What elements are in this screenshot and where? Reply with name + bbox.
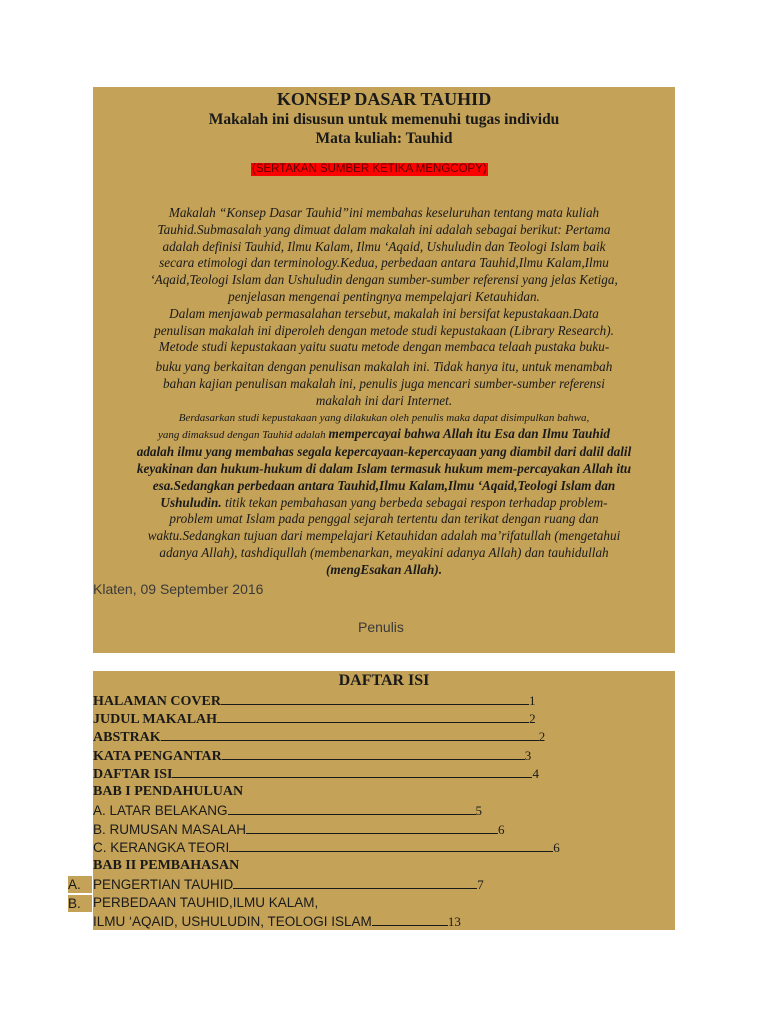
abstract-line: bahan kajian penulisan makalah ini, penulis juga mencari sumber-sumber referensi xyxy=(163,375,605,391)
table-of-contents xyxy=(93,671,675,930)
author-label: Penulis xyxy=(358,619,404,635)
toc-title: DAFTAR ISI xyxy=(338,672,430,689)
toc-entry-label: B. RUMUSAN MASALAH xyxy=(93,822,247,837)
abstract-fragment: esa.Sedangkan perbedaan antara Tauhid,Ilmu Kalam,Ilmu ‘Aqaid,Teologi Islam dan xyxy=(152,477,616,493)
toc-entry-page: 6 xyxy=(498,822,505,837)
abstract-line xyxy=(93,478,675,495)
document-title: KONSEP DASAR TAUHID xyxy=(276,89,492,109)
abstract-line: Makalah “Konsep Dasar Tauhid”ini membahas keseluruhan tentang mata kuliah xyxy=(168,205,600,220)
abstract-fragment: Ushuludin. xyxy=(160,494,222,510)
abstract-line: Tauhid.Submasalah yang dimuat dalam makalah ini adalah sebagai berikut: Pertama xyxy=(157,221,611,237)
toc-entry xyxy=(93,764,539,782)
signing-date: Klaten, 09 September 2016 xyxy=(93,581,264,597)
toc-chapter-heading xyxy=(93,783,243,801)
toc-leader xyxy=(161,727,539,741)
toc-entry-page: 2 xyxy=(538,729,546,744)
toc-leader xyxy=(372,912,448,926)
abstract-fragment: titik tekan pembahasan yang berbeda sebagai respon terhadap problem- xyxy=(221,494,608,510)
toc-entry xyxy=(93,709,536,727)
abstract-fragment: yang dimaksud dengan Tauhid adalah xyxy=(158,429,329,442)
toc-leader xyxy=(222,746,525,760)
toc-entry-page: 5 xyxy=(475,803,483,818)
toc-chapter-heading xyxy=(93,857,239,875)
toc-entry xyxy=(93,838,560,856)
toc-entry-page: 6 xyxy=(553,840,560,855)
abstract-line xyxy=(93,461,675,478)
toc-leader xyxy=(233,875,477,889)
toc-entry-page: 3 xyxy=(524,748,532,763)
toc-entry-label: HALAMAN COVER xyxy=(93,694,221,709)
course-name: Mata kuliah: Tauhid xyxy=(315,130,453,147)
toc-leader xyxy=(246,820,498,834)
toc-entry-page: 13 xyxy=(447,914,461,929)
toc-entry-label: PERBEDAAN TAUHID,ILMU KALAM, xyxy=(93,895,319,910)
abstract-line: adanya Allah), tashdiqullah (membenarkan, meyakini adanya Allah) dan tauhidullah xyxy=(159,544,609,560)
toc-entry xyxy=(93,691,535,709)
abstract-fragment: (mengEsakan Allah). xyxy=(325,561,443,577)
abstract-line: buku yang berkaitan dengan penulisan makalah ini. Tidak hanya itu, untuk menambah xyxy=(155,359,613,375)
toc-leader xyxy=(172,764,532,778)
copy-warning-banner: (SERTAKAN SUMBER KETIKA MENGCOPY) xyxy=(252,163,487,175)
abstract-line: problem umat Islam pada penggal sejarah tertentu dan terikat dengan ruang dan xyxy=(169,511,599,527)
toc-entry-label: ABSTRAK xyxy=(93,730,161,745)
toc-entry-page: 7 xyxy=(477,877,484,892)
abstract-line: waktu.Sedangkan tujuan dari mempelajari Ketauhidan adalah ma’rifatullah (mengetahui xyxy=(147,528,621,544)
abstract-line: Dalam menjawab permasalahan tersebut, makalah ini bersifat kepustakaan.Data xyxy=(169,305,599,321)
abstract-line: Berdasarkan studi kepustakaan yang dilakukan oleh penulis maka dapat disimpulkan bahwa, xyxy=(178,411,590,424)
toc-leader xyxy=(228,801,476,815)
toc-entry xyxy=(93,875,484,893)
toc-entry-label: DAFTAR ISI xyxy=(93,767,173,782)
toc-entry xyxy=(93,727,545,745)
abstract-fragment: adalah ilmu yang membahas segala kepercayaan-kepercayaan yang diambil dari dalil dalil xyxy=(136,444,632,460)
list-marker-b: B. xyxy=(68,895,92,912)
cover-abstract-section xyxy=(93,87,675,653)
abstract-line: makalah ini dari Internet. xyxy=(315,392,453,408)
abstract-line xyxy=(93,562,675,579)
toc-leader xyxy=(229,838,553,852)
toc-entry-line xyxy=(93,894,318,912)
toc-chapter-label: BAB I PENDAHULUAN xyxy=(93,784,244,799)
list-marker-a: A. xyxy=(68,876,92,893)
toc-entry-page: 1 xyxy=(528,693,536,708)
toc-entry xyxy=(93,746,531,764)
abstract-line: secara etimologi dan terminology.Kedua, perbedaan antara Tauhid,Ilmu Kalam,Ilmu xyxy=(159,255,609,271)
abstract-line: penjelasan mengenai pentingnya mempelajari Ketauhidan. xyxy=(228,288,540,304)
abstract-body xyxy=(93,205,675,579)
toc-entry-label: PENGERTIAN TAUHID xyxy=(93,877,234,892)
toc-entry xyxy=(93,801,482,819)
toc-entry-page: 4 xyxy=(532,766,539,781)
toc-entry-label: C. KERANGKA TEORI xyxy=(93,840,230,855)
toc-entry xyxy=(93,912,461,930)
abstract-line: adalah definisi Tauhid, Ilmu Kalam, Ilmu ‘Aqaid, Ushuludin dan Teologi Islam baik xyxy=(162,238,606,254)
toc-leader xyxy=(221,691,529,705)
abstract-line xyxy=(93,426,675,444)
toc-chapter-label: BAB II PEMBAHASAN xyxy=(93,858,240,873)
abstract-fragment: keyakinan dan hukum-hukum di dalam Islam termasuk hukum mem-percayakan Allah itu xyxy=(136,460,632,476)
abstract-line: penulisan makalah ini diperoleh dengan metode studi kepustakaan (Library Research). xyxy=(154,322,614,338)
abstract-fragment: mempercayai bahwa Allah itu Esa dan Ilmu Tauhid xyxy=(328,426,610,442)
toc-entry-label: ILMU ‘AQAID, USHULUDIN, TEOLOGI ISLAM xyxy=(93,914,372,929)
abstract-line xyxy=(93,495,675,512)
toc-entry-label: A. LATAR BELAKANG xyxy=(93,803,228,818)
abstract-line: Metode studi kepustakaan yaitu suatu metode dengan membaca telaah pustaka buku- xyxy=(158,339,610,355)
toc-entry-label: JUDUL MAKALAH xyxy=(93,712,218,727)
toc-entry-label: KATA PENGANTAR xyxy=(93,749,222,764)
abstract-line xyxy=(93,444,675,461)
toc-entry-page: 2 xyxy=(529,711,536,726)
document-subtitle: Makalah ini disusun untuk memenuhi tugas individu xyxy=(208,111,560,128)
toc-entry xyxy=(93,820,505,838)
abstract-line: ‘Aqaid,Teologi Islam dan Ushuludin dengan sumber-sumber referensi yang jelas Ketiga, xyxy=(150,272,618,288)
toc-leader xyxy=(217,709,529,723)
